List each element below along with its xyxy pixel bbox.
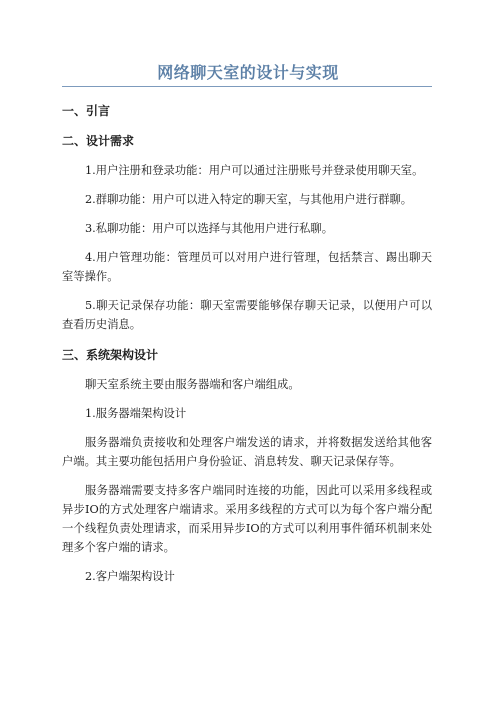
section-heading-architecture: 三、系统架构设计 [62,348,159,362]
paragraph: 聊天室系统主要由服务器端和客户端组成。 [85,378,300,391]
paragraph: 5.聊天记录保存功能：聊天室需要能够保存聊天记录，以便用户可以查看历史消息。 [62,299,432,331]
subheading: 2.客户端架构设计 [85,570,175,583]
paragraph: 4.用户管理功能：管理员可以对用户进行管理，包括禁言、踢出聊天室等操作。 [62,251,432,283]
section-heading-intro: 一、引言 [62,104,111,118]
paragraph: 3.私聊功能：用户可以选择与其他用户进行私聊。 [85,222,334,235]
section-heading-requirements: 二、设计需求 [62,134,135,148]
paragraph: 服务器端负责接收和处理客户端发送的请求，并将数据发送给其他客户端。其主要功能包括用户身份验证、消息转发、聊天记录保存等。 [62,436,432,468]
paragraph: 2.群聊功能：用户可以进入特定的聊天室，与其他用户进行群聊。 [85,193,413,206]
subheading: 1.服务器端架构设计 [85,407,187,420]
document-title: 网络聊天室的设计与实现 [157,63,339,82]
document-body [62,96,432,586]
title-divider [62,86,432,87]
paragraph: 服务器端需要支持多客户端同时连接的功能，因此可以采用多线程或异步IO的方式处理客户端请求。采用多线程的方式可以为每个客户端分配一个线程负责处理请求，而采用异步IO的方式可以利用事件循环机制来处理多个客户端的请求。 [62,484,432,554]
paragraph: 1.用户注册和登录功能：用户可以通过注册账号并登录使用聊天室。 [85,164,424,177]
